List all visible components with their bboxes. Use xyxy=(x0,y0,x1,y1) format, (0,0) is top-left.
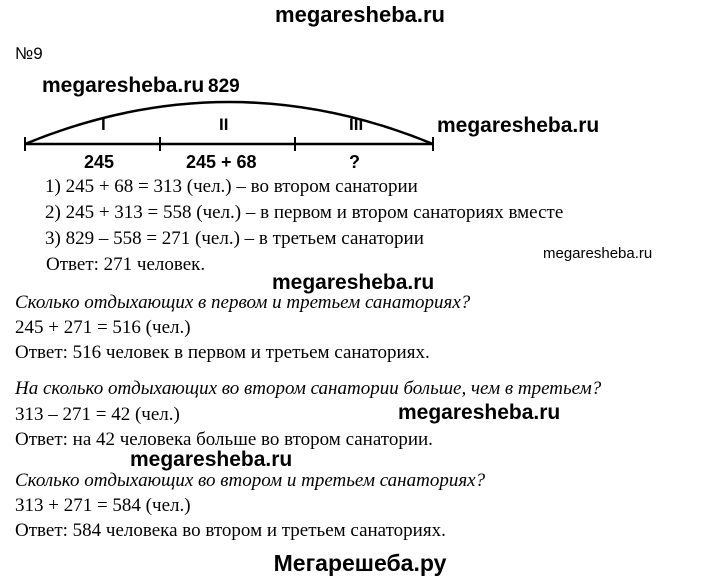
watermark-right: megaresheba.ru xyxy=(398,401,561,424)
solution-step-3: 3) 829 – 558 = 271 (чел.) – в третьем санатории xyxy=(45,228,424,249)
watermark-diagram-right: megaresheba.ru xyxy=(437,114,600,137)
answer-2: Ответ: на 42 человека больше во втором санатории. xyxy=(15,429,433,450)
question-1: Сколько отдыхающих в первом и третьем санаториях? xyxy=(15,292,471,313)
watermark-small: megaresheba.ru xyxy=(543,245,653,262)
calc-1: 245 + 271 = 516 (чел.) xyxy=(15,317,191,338)
solution-step-2: 2) 245 + 313 = 558 (чел.) – в первом и втором санаториях вместе xyxy=(45,202,564,223)
value-label-1: 245 xyxy=(84,152,115,172)
watermark-top: megaresheba.ru xyxy=(275,2,445,27)
solution-answer: Ответ: 271 человек. xyxy=(46,254,206,275)
watermark-diagram-left: megaresheba.ru xyxy=(42,74,205,97)
value-label-2: 245 + 68 xyxy=(186,152,257,172)
part-label-2: II xyxy=(219,115,229,134)
value-label-3: ? xyxy=(349,152,360,172)
total-label: 829 xyxy=(208,76,240,97)
answer-3: Ответ: 584 человека во втором и третьем санаториях. xyxy=(15,520,446,541)
part-label-1: I xyxy=(101,115,106,134)
watermark-lower: megaresheba.ru xyxy=(130,448,293,471)
question-2: На сколько отдыхающих во втором санатории больше, чем в третьем? xyxy=(15,378,602,399)
total-arc xyxy=(25,102,433,144)
calc-2: 313 – 271 = 42 (чел.) xyxy=(15,404,180,425)
problem-number: №9 xyxy=(15,44,43,63)
solution-step-1: 1) 245 + 68 = 313 (чел.) – во втором санатории xyxy=(45,176,418,197)
question-3: Сколько отдыхающих во втором и третьем санаториях? xyxy=(15,470,486,491)
watermark-bottom: Мегарешеба.ру xyxy=(273,550,447,576)
watermark-mid: megaresheba.ru xyxy=(272,271,435,294)
calc-3: 313 + 271 = 584 (чел.) xyxy=(15,495,191,516)
part-label-3: III xyxy=(349,115,364,134)
answer-1: Ответ: 516 человек в первом и третьем санаториях. xyxy=(15,342,430,363)
